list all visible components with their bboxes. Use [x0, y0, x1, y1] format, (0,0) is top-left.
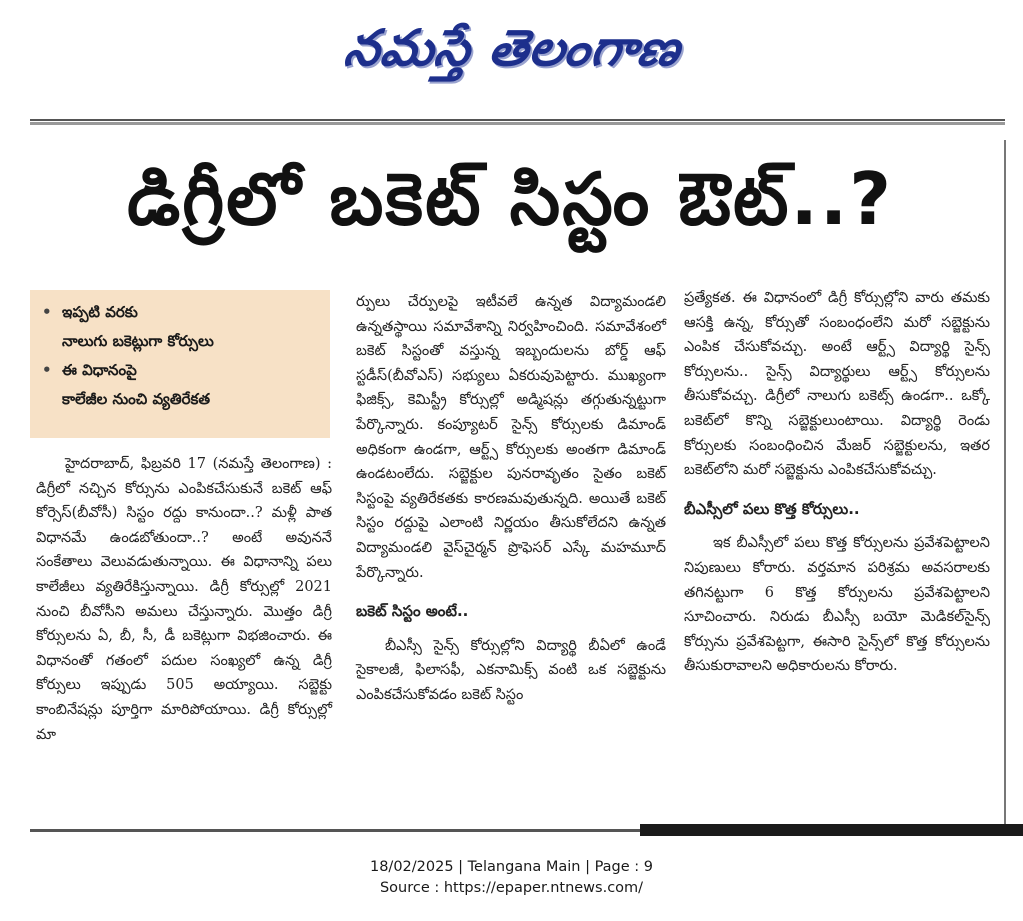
newspaper-logo: నమస్తే తెలంగాణ: [340, 18, 685, 77]
highlights-box: [30, 290, 330, 438]
source-link[interactable]: Source : https://epaper.ntnews.com/: [379, 880, 644, 896]
source-footer: [0, 857, 1023, 899]
subheading: బీఎస్సీలో పలు కొత్త కోర్సులు..: [684, 499, 860, 518]
paragraph: ప్రత్యేకత. ఈ విధానంలో డిగ్రీ కోర్సుల్లోని వారు తమకు ఆసక్తి ఉన్న, కోర్సుతో సంబంధంలేని మరో సబ్జెక్టును ఎంపిక చేసుకోవచ్చు. అంటే ఆర్ట్స్ విద్యార్థి సైన్స్ కోర్సులను.. సైన్స్ విద్యార్థులు ఆర్ట్స్ కోర్సులను తీసుకోవచ్చు. డిగ్రీలో నాలుగు బకెట్స్ ఉండగా.. ఒక్కో బకెట్‌లో కొన్ని సబ్జెక్టులుంటాయి. విద్యార్థి రెండు కోర్సులకు సంబంధించిన మేజర్ సబ్జెక్టులను, ఇతర బకెట్‌లోని మరో సబ్జెక్టును ఎంపికచేసుకోవచ్చు.: [684, 290, 990, 479]
masthead: [0, 0, 1023, 108]
bottom-divider: [30, 829, 640, 832]
subheading: బకెట్ సిస్టం అంటే..: [356, 602, 469, 621]
right-column-divider: [1004, 140, 1006, 830]
highlight-line: కాలేజీల నుంచి వ్యతిరేకత: [62, 390, 210, 408]
top-divider: [30, 119, 1005, 125]
paragraph: ర్పులు చేర్పులపై ఇటీవలే ఉన్నత విద్యామండలి ఉన్నతస్థాయి సమావేశాన్ని నిర్వహించింది. సమావేశంలో బకెట్ సిస్టంతో వస్తున్న ఇబ్బందులను బోర్డ్ ఆఫ్ స్టడీస్(బీవోఎస్) సభ్యులు ఏకరువుపెట్టారు. ముఖ్యంగా ఫిజిక్స్, కెమిస్ట్రీ కోర్సుల్లో అడ్మిషన్లు తగ్గుతున్నట్టుగా పేర్కొన్నారు. కంప్యూటర్ సైన్స్ కోర్సులకు డిమాండ్ అధికంగా ఉండగా, ఆర్ట్స్ కోర్సులకు అంతగా డిమాండ్ ఉండటంలేదు. సబ్జెక్టుల పునరావృతం సైతం బకెట్ సిస్టంపై వ్యతిరేకతకు కారణమవుతున్నది. అయితే బకెట్ సిస్టం రద్దుపై ఎలాంటి నిర్ణయం తీసుకోలేదని ఉన్నత విద్యామండలి వైస్‌చైర్మన్ ప్రొఫెసర్ ఎస్కే మహమూద్ పేర్కొన్నారు.: [356, 294, 666, 581]
highlight-item: [42, 298, 320, 356]
highlight-line: ఈ విధానంపై: [62, 361, 137, 379]
advertisement-strip: [640, 824, 1023, 836]
article-column-2: [356, 290, 666, 708]
article-column-1: [36, 452, 332, 747]
highlight-line: ఇప్పటి వరకు: [62, 303, 138, 321]
highlight-line: నాలుగు బకెట్లుగా కోర్సులు: [62, 332, 214, 350]
highlight-item: [42, 356, 320, 414]
paragraph: ఇక బీఎస్సీలో పలు కొత్త కోర్సులను ప్రవేశపెట్టాలని నిపుణులు కోరారు. వర్తమాన పరిశ్రమ అవసరాలకు తగినట్టుగా 6 కొత్త కోర్సులను ప్రవేశపెట్టాలని సూచించారు. నిరుడు బీఎస్సీ బయో మెడికల్‌సైన్స్ కోర్సును ప్రవేశపెట్టగా, ఈసారి సైన్స్‌లో కొత్త కోర్సులను తీసుకురావాలని అధికారులను కోరారు.: [684, 535, 990, 675]
paragraph: బీఎస్సీ సైన్స్ కోర్సుల్లోని విద్యార్థి బీఏలో ఉండే సైకాలజీ, ఫిలాసఫీ, ఎకనామిక్స్ వంటి ఒక సబ్జెక్టును ఎంపికచేసుకోవడం బకెట్ సిస్టం: [356, 637, 666, 703]
edition-info: 18/02/2025 | Telangana Main | Page : 9: [369, 859, 654, 875]
article-headline: డిగ్రీలో బకెట్ సిస్టం ఔట్..?: [127, 157, 893, 241]
paragraph: హైదరాబాద్, ఫిబ్రవరి 17 (నమస్తే తెలంగాణ) : డిగ్రీలో నచ్చిన కోర్సును ఎంపికచేసుకునే బకెట్ ఆఫ్ కోర్సెస్(బీవోసీ) సిస్టం రద్దు కానుందా..? మళ్లీ పాత విధానమే ఉండబోతుందా..? అంటే అవుననే సంకేతాలు వెలువడుతున్నాయి. ఈ విధానాన్ని పలు కాలేజీలు వ్యతిరేకిస్తున్నాయి. డిగ్రీ కోర్సుల్లో 2021 నుంచి బీవోసీని అమలు చేస్తున్నారు. మొత్తం డిగ్రీ కోర్సులను ఏ, బీ, సీ, డీ బకెట్లుగా విభజించారు. ఈ విధానంతో గతంలో పదుల సంఖ్యలో ఉన్న డిగ్రీ కోర్సులు ఇప్పుడు 505 అయ్యాయి. సబ్జెక్టు కాంబినేషన్లు పూర్తిగా మారిపోయాయి. డిగ్రీ కోర్సుల్లో మా: [36, 456, 332, 743]
article-column-3: [684, 286, 990, 679]
bullet-icon: •: [42, 303, 52, 321]
bullet-icon: •: [42, 361, 52, 379]
